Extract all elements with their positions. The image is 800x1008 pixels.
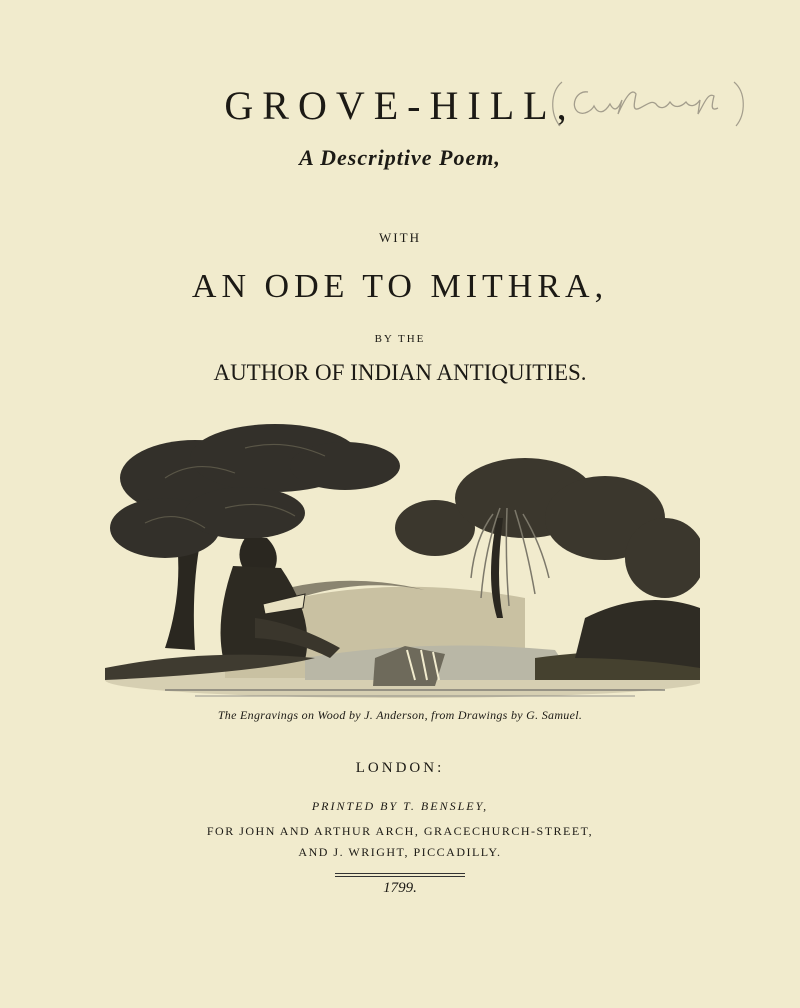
imprint-printer: PRINTED BY T. BENSLEY,	[311, 799, 489, 813]
book-title: GROVE-HILL,	[224, 83, 576, 128]
engraving-caption: The Engravings on Wood by J. Anderson, from Drawings by G. Samuel.	[217, 708, 583, 722]
imprint-rule	[335, 873, 465, 877]
landscape-engraving	[105, 418, 700, 708]
imprint-year: 1799.	[383, 880, 417, 896]
with-label: WITH	[379, 230, 421, 245]
imprint-city: LONDON:	[355, 760, 445, 776]
by-label: BY THE	[374, 333, 426, 345]
book-subtitle: A Descriptive Poem,	[299, 145, 501, 170]
handwritten-signature	[548, 74, 748, 130]
imprint-publisher: FOR JOHN AND ARTHUR ARCH, GRACECHURCH-STREET,	[206, 824, 594, 838]
ode-title: AN ODE TO MITHRA,	[191, 268, 609, 305]
imprint-copublisher: AND J. WRIGHT, PICCADILLY.	[298, 845, 502, 859]
author-line: AUTHOR OF INDIAN ANTIQUITIES.	[213, 360, 587, 385]
